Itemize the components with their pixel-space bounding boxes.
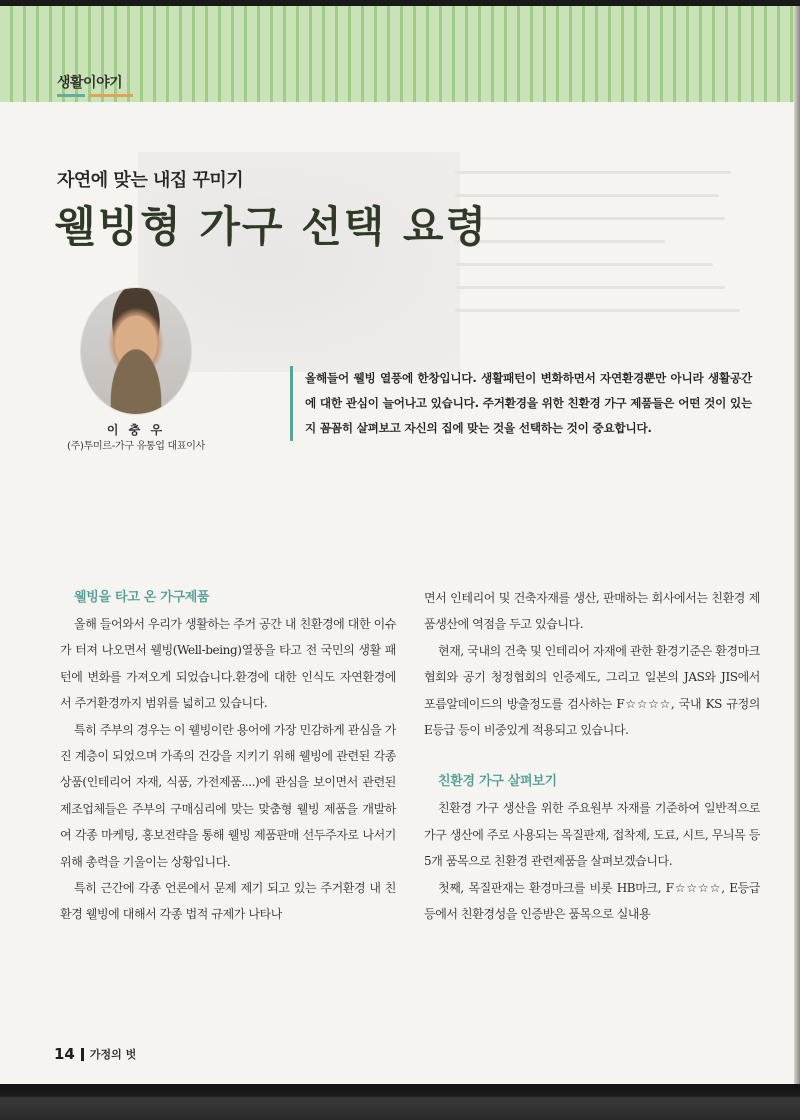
page-number: 14: [54, 1045, 75, 1063]
magazine-name: 가정의 벗: [89, 1048, 137, 1061]
folio-divider: [81, 1048, 84, 1061]
right-column: [424, 585, 760, 927]
section-underline-orange: [89, 94, 133, 97]
author-affiliation: (주)투미르-가구 유통업 대표이사: [67, 441, 205, 452]
body-paragraph: 특히 근간에 각종 언론에서 문제 제기 되고 있는 주거환경 내 친환경 웰빙에 대해서 각종 법적 규제가 나타나: [60, 881, 396, 922]
section-label: 생활이야기: [57, 75, 123, 91]
body-paragraph: 특히 주부의 경우는 이 웰빙이란 용어에 가장 민감하게 관심을 가진 계층이 되었으며 가족의 건강을 지키기 위해 웰빙에 관련된 각종 상품(인테리어 자재, 식품, 가전제품....)에 관심을 보이면서 관련된 제조업체들은 주부의 구매심리에 맞는 맞춤형 웰빙 제품을 개발하여 각종 마케팅, 홍보전략을 통해 웰빙 제품판매 선두주자로 나서기 위해 총력을 기울이는 상황입니다.: [60, 722, 396, 869]
page-folio: [54, 1045, 136, 1063]
author-name: 이 충 우: [106, 423, 166, 437]
lead-text: 올해들어 웰빙 열풍에 한창입니다. 생활패턴이 변화하면서 자연환경뿐만 아니라 생활공간에 대한 관심이 늘어나고 있습니다. 주거환경을 위한 친환경 가구 제품들은 어떤 것이 있는지 꼼꼼히 살펴보고 자신의 집에 맞는 것을 선택하는 것이 중요합니다.: [305, 371, 752, 435]
body-paragraph: 첫째, 목질판재는 환경마크를 비롯 HB마크, F☆☆☆☆, E등급 등에서 친환경성을 인증받은 품목으로 실내용: [424, 880, 760, 922]
author-photo: [80, 287, 192, 415]
section-underline-teal: [57, 94, 85, 97]
body-paragraph: 친환경 가구 생산을 위한 주요원부 자재를 기준하여 일반적으로 가구 생산에 주로 사용되는 목질판재, 접착제, 도료, 시트, 무늬목 등 5개 품목으로 친환경 관련제품을 살펴보겠습니다.: [424, 801, 760, 869]
body-paragraph-continuation: 면서 인테리어 및 건축자재를 생산, 판매하는 회사에서는 친환경 제품생산에 역점을 두고 있습니다.: [424, 591, 760, 632]
article-subtitle: 자연에 맞는 내집 꾸미기: [57, 170, 244, 191]
page-edge-shadow: [794, 6, 800, 1084]
scanner-bottom-edge: [0, 1084, 800, 1120]
bleed-through-text: [455, 171, 755, 332]
magazine-page: [0, 6, 796, 1084]
body-paragraph: 현재, 국내의 건축 및 인테리어 자재에 관한 환경기준은 환경마크협회와 공기 청정협회의 인증제도, 그리고 일본의 JAS와 JIS에서 포름알데이드의 방출정도를 검사하는 F☆☆☆☆, 국내 KS 규정의 E등급 등이 비중있게 적용되고 있습니다.: [424, 643, 760, 738]
lead-paragraph: [290, 366, 752, 441]
section-heading-wellbeing-furniture: 웰빙을 타고 온 가구제품: [74, 590, 210, 605]
section-heading-eco-furniture: 친환경 가구 살펴보기: [438, 774, 557, 790]
left-column: [60, 585, 396, 928]
header-band: [0, 6, 796, 102]
body-paragraph: 올해 들어와서 우리가 생활하는 주거 공간 내 친환경에 대한 이슈가 터져 나오면서 웰빙(Well-being)열풍을 타고 전 국민의 생활 패턴에 변화를 가져오게 되었습니다.환경에 대한 인식도 자연환경에서 주거환경까지 범위를 넓히고 있습니다.: [60, 617, 396, 711]
article-title: 웰빙형 가구 선택 요령: [55, 202, 489, 251]
